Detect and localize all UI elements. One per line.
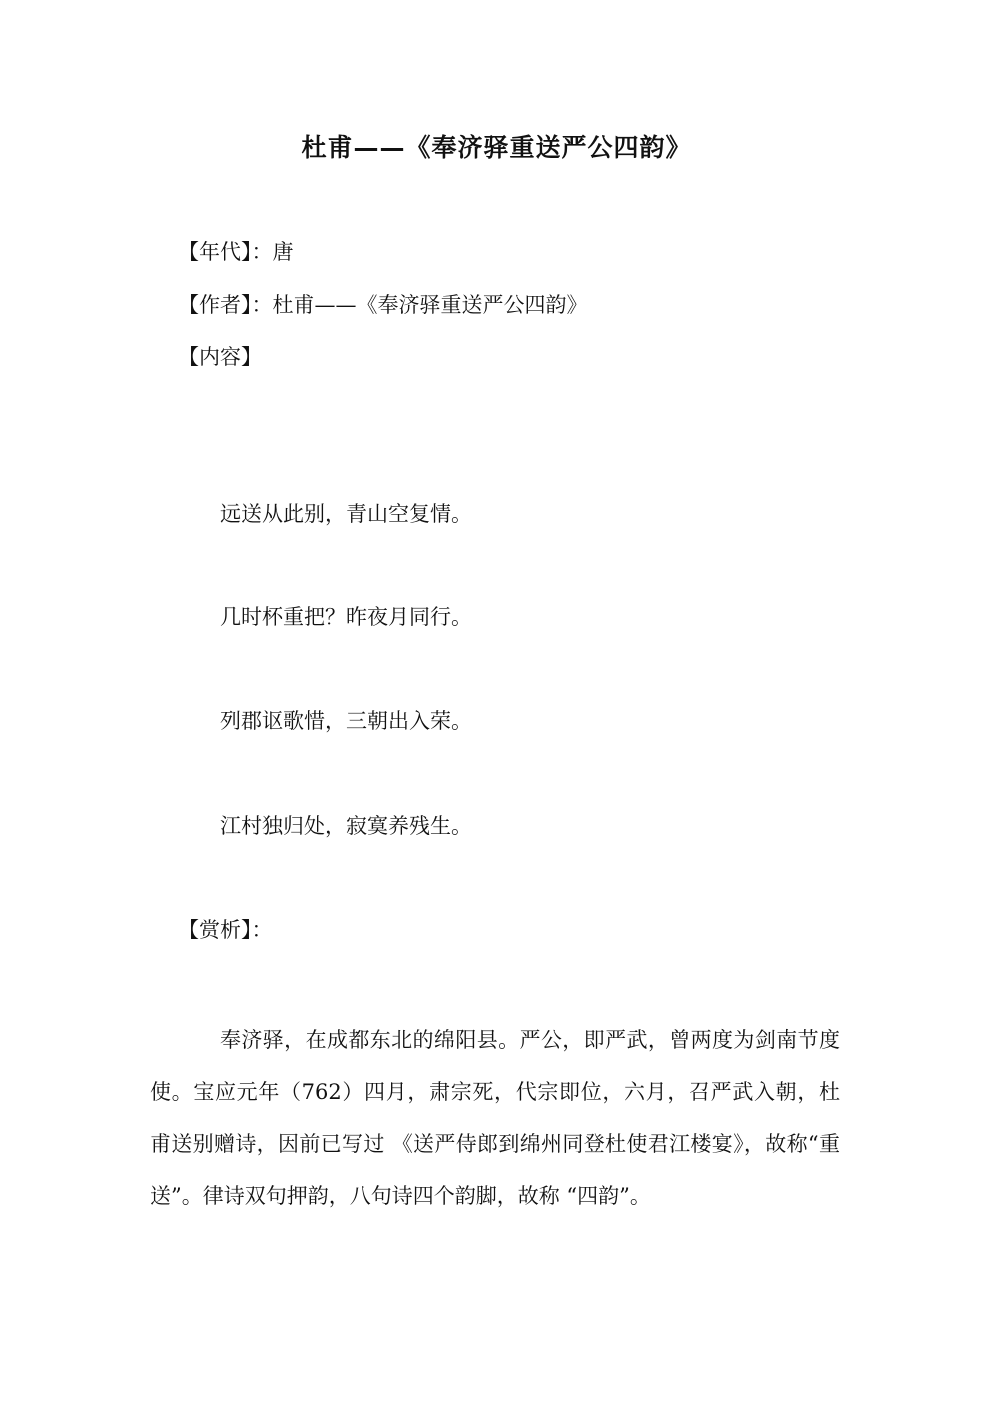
era-line: 【年代】：唐 <box>178 240 294 264</box>
poem-line-2: 几时杯重把？昨夜月同行。 <box>220 605 472 629</box>
poem-line-4: 江村独归处，寂寞养残生。 <box>220 814 472 838</box>
content-label: 【内容】 <box>178 345 262 369</box>
poem-line-1: 远送从此别，青山空复情。 <box>220 502 472 526</box>
appreciation-label: 【赏析】： <box>178 918 273 942</box>
author-line: 【作者】：杜甫——《奉济驿重送严公四韵》 <box>178 293 588 317</box>
poem-line-3: 列郡讴歌惜，三朝出入荣。 <box>220 709 472 733</box>
appreciation-paragraph: 奉济驿，在成都东北的绵阳县。严公，即严武，曾两度为剑南节度使。宝应元年（762）四月，肃宗死，代宗即位，六月，召严武入朝，杜甫送别赠诗，因前已写过 《送严侍郎到绵州同登杜使君江楼宴》，故称“重送”。律诗双句押韵，八句诗四个韵脚，故称 “四韵”。 <box>150 1028 840 1208</box>
document-title: 杜甫——《奉济驿重送严公四韵》 <box>301 133 692 162</box>
